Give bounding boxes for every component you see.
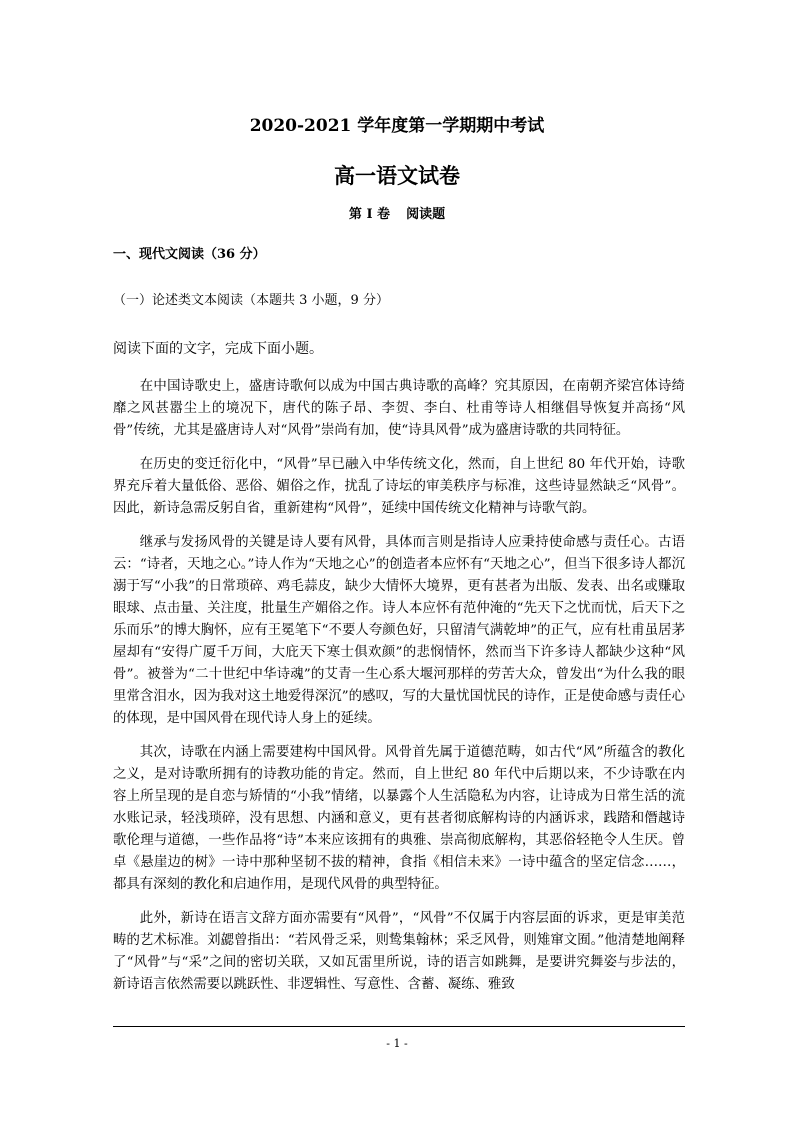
passage-paragraph-2: 在历史的变迁衍化中，“风骨”早已融入中华传统文化，然而，自上世纪 80 年代开始，诗歌界充斥着大量低俗、恶俗、媚俗之作，扰乱了诗坛的审美秩序与标准，这些诗显然缺乏“风骨”。因此，新诗急需反躬自省，重新建构“风骨”，延续中国传统文化精神与诗歌气韵。 <box>113 457 685 516</box>
reading-instruction: 阅读下面的文字，完成下面小题。 <box>113 341 323 357</box>
page-number: - 1 - <box>386 1037 408 1050</box>
passage-body <box>113 376 685 1008</box>
part-label: 第 I 卷 <box>348 207 391 222</box>
exam-title: 2020-2021 学年度第一学期期中考试 <box>249 116 545 136</box>
passage-paragraph-3: 继承与发扬风骨的关键是诗人要有风骨，具体而言则是指诗人应秉持使命感与责任心。古语云：“诗者，天地之心。”诗人作为“天地之心”的创造者本应怀有“天地之心”，但当下很多诗人都沉溺于写“小我”的日常琐碎、鸡毛蒜皮，缺少大情怀大境界，更有甚者为出版、发表、出名或赚取眼球、点击量、关注度，批量生产媚俗之作。诗人本应怀有范仲淹的“先天下之忧而忧，后天下之乐而乐”的博大胸怀，应有王冕笔下“不要人夸颜色好，只留清气满乾坤”的正气，应有杜甫虽居茅屋却有“安得广厦千万间，大庇天下寒士俱欢颜”的悲悯情怀，然而当下许多诗人都缺少这种“风骨”。被誉为“二十世纪中华诗魂”的艾青一生心系大堰河那样的劳苦大众，曾发出“为什么我的眼里常含泪水，因为我对这土地爱得深沉”的感叹，写的大量忧国忧民的诗作，正是使命感与责任心的体现，是中国风骨在现代诗人身上的延续。 <box>113 535 685 726</box>
part-title <box>0 206 794 224</box>
part-name: 阅读题 <box>406 207 446 222</box>
passage-paragraph-4: 其次，诗歌在内涵上需要建构中国风骨。风骨首先属于道德范畴，如古代“风”所蕴含的教化之义，是对诗歌所拥有的诗教功能的肯定。然而，自上世纪 80 年代中后期以来，不少诗歌在内容上所呈现的是自恋与矫情的“小我”情绪，以暴露个人生活隐私为内容，让诗成为日常生活的流水账记录，轻浅琐碎，没有思想、内涵和意义，更有甚者彻底解构诗的内涵诉求，践踏和僭越诗歌伦理与道德，一些作品将“诗”本来应该拥有的典雅、崇高彻底解构，其恶俗轻艳令人生厌。曾卓《悬崖边的树》一诗中那种坚韧不拔的精神，食指《相信未来》一诗中蕴含的坚定信念……，都具有深刻的教化和启迪作用，是现代风骨的典型特征。 <box>113 745 685 892</box>
passage-paragraph-5: 此外，新诗在语言文辞方面亦需要有“风骨”，“风骨”不仅属于内容层面的诉求，更是审美范畴的艺术标准。刘勰曾指出：“若风骨乏采，则鸷集翰林；采乏风骨，则雉窜文囿。”他清楚地阐释了“风骨”与“采”之间的密切关联，又如瓦雷里所说，诗的语言如跳舞，是要讲究舞姿与步法的，新诗语言依然需要以跳跃性、非逻辑性、写意性、含蓄、凝练、雅致 <box>113 911 685 992</box>
section-heading: 一、现代文阅读（36 分） <box>113 247 266 262</box>
passage-paragraph-1: 在中国诗歌史上，盛唐诗歌何以成为中国古典诗歌的高峰？究其原因，在南朝齐梁宫体诗绮靡之风甚嚣尘上的境况下，唐代的陈子昂、李贺、李白、杜甫等诗人相继倡导恢复并高扬“风骨”传统，尤其是盛唐诗人对“风骨”崇尚有加，使“诗具风骨”成为盛唐诗歌的共同特征。 <box>113 379 685 438</box>
subsection-heading: （一）论述类文本阅读（本题共 3 小题，9 分） <box>113 293 389 308</box>
paper-title: 高一语文试卷 <box>334 163 460 188</box>
footer-divider <box>113 1026 685 1027</box>
